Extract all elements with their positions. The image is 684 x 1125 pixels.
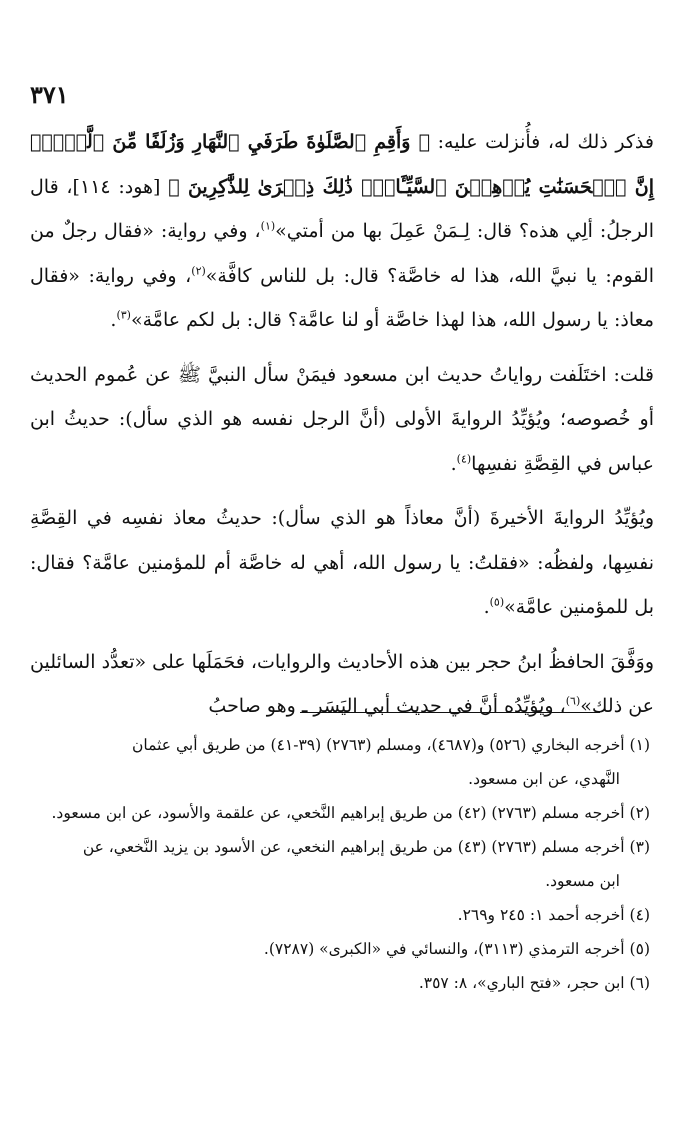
- footnote-text: أخرجه الترمذي (٣١١٣)، والنسائي في «الكبرى» (٧٢٨٧).: [263, 940, 625, 958]
- paragraph-2: [30, 353, 654, 487]
- footnote-ref[interactable]: (٦): [565, 694, 581, 708]
- main-text: [30, 120, 654, 729]
- text-run: .: [110, 309, 117, 331]
- footnote-divider: [300, 712, 600, 713]
- footnote-number: (١): [629, 736, 650, 754]
- footnote-continuation: ابن مسعود.: [545, 872, 620, 890]
- text-run: ، وفي رواية: «فقال معاذ: يا رسول الله، هذا لهذا خاصَّة أو لنا عامَّة؟ قال: بل لكم عامَّة»: [30, 264, 654, 331]
- footnote-text: أخرجه مسلم (٢٧٦٣) (٤٢) من طريق إبراهيم النَّخعي، عن علقمة والأسود، عن ابن مسعود.: [51, 804, 625, 822]
- footnote-continuation: النَّهدي، عن ابن مسعود.: [468, 770, 620, 788]
- paragraph-4: [30, 640, 654, 729]
- footnote-number: (٤): [629, 906, 650, 924]
- footnote-text: أخرجه البخاري (٥٢٦) و(٤٦٨٧)، ومسلم (٢٧٦٣) (٣٩-٤١) من طريق أبي عثمان: [132, 736, 625, 754]
- footnote: [25, 898, 650, 932]
- footnote-number: (٥): [629, 940, 650, 958]
- footnote-ref[interactable]: (١): [260, 219, 276, 233]
- footnote: [25, 796, 650, 830]
- footnote-number: (٢): [629, 804, 650, 822]
- footnote: [25, 728, 650, 796]
- page-number: ٣٧١: [30, 80, 69, 109]
- text-run: قلت: اختَلَفت رواياتُ حديث ابن مسعود فيمَنْ سأل النبيَّ ﷺ عن عُموم الحديث أو خُصوصه؛ ويُؤيِّدُ الروايةَ الأولى (أنَّ الرجل نفسه هو الذي سأل): حديثُ ابن عباس في القِصَّةِ نفسِها: [30, 363, 654, 475]
- paragraph-3: [30, 496, 654, 630]
- text-run: .: [450, 452, 457, 475]
- text-run: ويُؤيِّدُ الروايةَ الأخيرةَ (أنَّ معاذاً هو الذي سأل): حديثُ معاذ نفسِه في القِصَّةِ نفسِها، ولفظُه: «فقلتُ: يا رسول الله، أهي له خاصَّة أم للمؤمنين عامَّة؟ فقال: بل للمؤمنين عامَّة»: [30, 507, 654, 618]
- footnote-text: ابن حجر، «فتح الباري»، ٨: ٣٥٧.: [418, 974, 625, 992]
- footnote-text: أخرجه أحمد ١: ٢٤٥ و٢٦٩.: [457, 906, 625, 924]
- footnote: [25, 830, 650, 898]
- footnote-number: (٣): [629, 838, 650, 856]
- footnote-number: (٦): [629, 974, 650, 992]
- footnote-ref[interactable]: (٤): [456, 452, 472, 466]
- paragraph-1: [30, 120, 654, 343]
- text-run: ، ويُؤيِّدُه أنَّ في حديث أبي اليَسَر ـ وهو صاحبُ: [208, 695, 566, 717]
- quran-verse: ﴿ وَأَقِمِ ٱلصَّلَوٰةَ طَرَفَيِ ٱلنَّهَارِ وَزُلَفًا مِّنَ ٱلَّيۡلِۚ إِنَّ ٱلۡحَسَنَٰتِ يُذۡهِبۡنَ ٱلسَّيِّـَٔاتِۚ ذَٰلِكَ ذِكۡرَىٰ لِلذَّٰكِرِينَ ﴾: [30, 131, 654, 198]
- text-run: ، وفي رواية: «فقال رجلٌ من القوم: يا نبيَّ الله، هذا له خاصَّة؟ قال: بل للناس كافَّة»: [30, 220, 654, 287]
- footnote: [25, 932, 650, 966]
- footnote-ref[interactable]: (٣): [116, 308, 131, 322]
- footnote-text: أخرجه مسلم (٢٧٦٣) (٤٣) من طريق إبراهيم النخعي، عن الأسود بن يزيد النَّخعي، عن: [82, 838, 625, 856]
- footnote-ref[interactable]: (٥): [489, 595, 505, 609]
- text-run: فذكر ذلك له، فأُنزلت عليه:: [430, 131, 654, 153]
- text-run: ووَفَّقَ الحافظُ ابنُ حجر بين هذه الأحاديث والروايات، فحَمَلَها على «تعدُّد السائلين عن ذلك»: [30, 650, 654, 717]
- footnote-ref[interactable]: (٢): [191, 264, 206, 278]
- footnotes: [25, 728, 650, 1000]
- text-run: [هود: ١١٤]، قال الرجلُ: ألِي هذه؟ قال: لِـمَنْ عَمِلَ بها من أمتي»: [30, 175, 654, 242]
- footnote: [25, 966, 650, 1000]
- text-run: .: [483, 596, 490, 618]
